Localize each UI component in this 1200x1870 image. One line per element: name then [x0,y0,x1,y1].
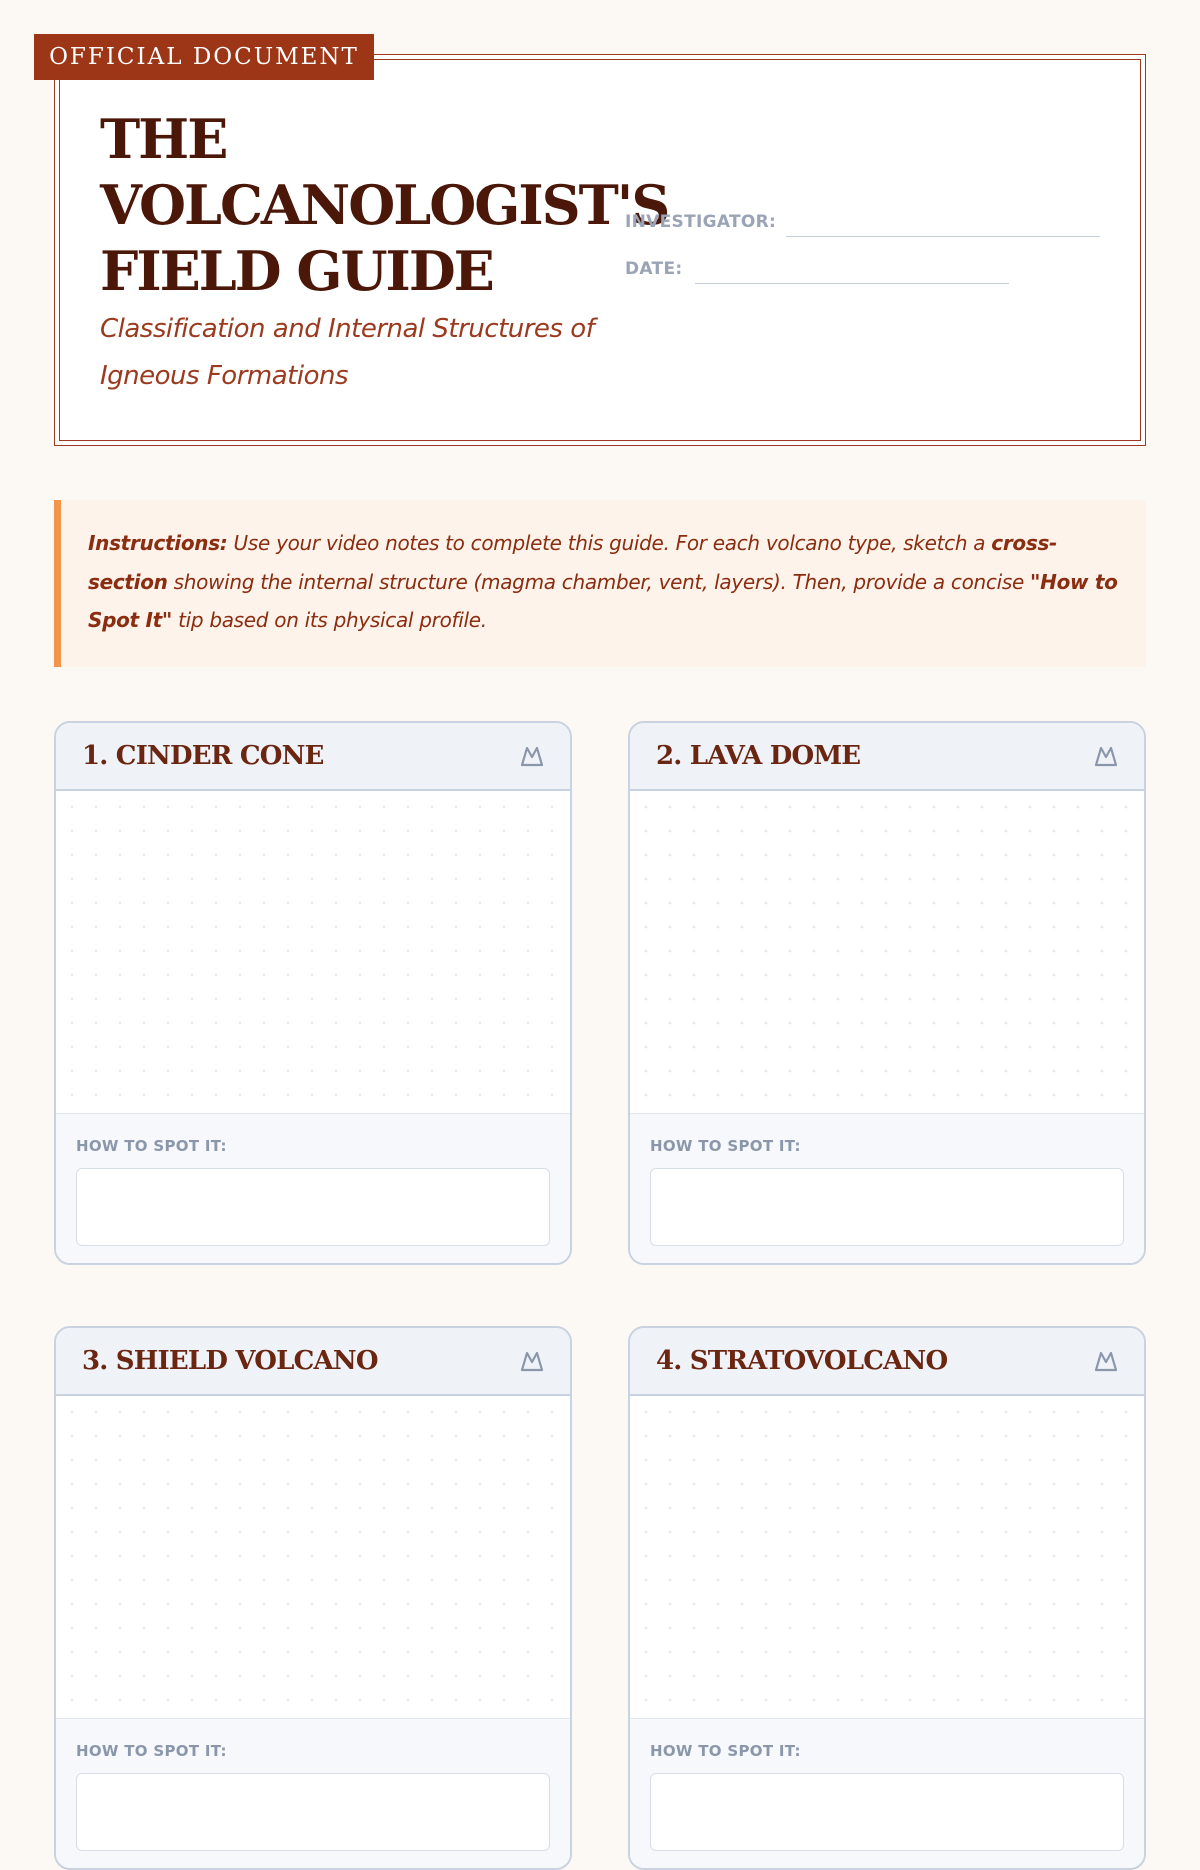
how-to-spot-field[interactable] [650,1168,1124,1246]
instructions-text: showing the internal structure (magma chamber, vent, layers). Then, provide a concise [167,569,1031,594]
sketch-area[interactable] [56,791,570,1113]
investigator-label: INVESTIGATOR: [625,212,777,232]
instructions-box [54,500,1146,667]
how-to-spot-field[interactable] [650,1773,1124,1851]
instructions-text: Use your video notes to complete this guide. For each volcano type, sketch a [227,531,992,555]
mountain-icon [1092,743,1120,769]
sketch-area[interactable] [630,791,1144,1113]
card-header [56,723,570,791]
card-title: 4. STRATOVOLCANO [656,1346,948,1376]
mountain-icon [518,743,546,769]
title-line: THE [100,107,227,171]
how-to-spot-section [56,1718,570,1868]
how-to-spot-label: HOW TO SPOT IT: [76,1742,227,1760]
investigator-field[interactable] [786,236,1100,237]
instructions-emphasis: "How to Spot It" [88,569,1118,632]
card-title: 1. CINDER CONE [82,741,324,771]
card-title: 3. SHIELD VOLCANO [82,1346,378,1376]
volcano-card-cinder-cone [54,721,572,1265]
sketch-area[interactable] [56,1396,570,1718]
how-to-spot-label: HOW TO SPOT IT: [650,1137,801,1155]
mountain-icon [1092,1348,1120,1374]
title-line: VOLCANOLOGIST'S [100,173,669,237]
how-to-spot-section [56,1113,570,1263]
card-header [630,1328,1144,1396]
instructions-text: tip based on its physical profile. [172,608,487,632]
volcano-card-lava-dome [628,721,1146,1265]
how-to-spot-field[interactable] [76,1773,550,1851]
card-title: 2. LAVA DOME [656,741,861,771]
volcano-card-shield-volcano [54,1326,572,1870]
how-to-spot-section [630,1113,1144,1263]
official-document-tag: OFFICIAL DOCUMENT [34,34,374,80]
how-to-spot-section [630,1718,1144,1868]
date-field[interactable] [695,283,1009,284]
sketch-area[interactable] [630,1396,1144,1718]
volcano-card-stratovolcano [628,1326,1146,1870]
how-to-spot-field[interactable] [76,1168,550,1246]
card-header [56,1328,570,1396]
card-header [630,723,1144,791]
instructions-lead: Instructions: [88,531,228,555]
instructions-emphasis: cross-section [88,531,1058,594]
how-to-spot-label: HOW TO SPOT IT: [650,1742,801,1760]
page-subtitle: Classification and Internal Structures of Igneous Formations [100,314,595,391]
how-to-spot-label: HOW TO SPOT IT: [76,1137,227,1155]
mountain-icon [518,1348,546,1374]
title-line: FIELD GUIDE [100,239,493,303]
date-label: DATE: [625,259,683,279]
